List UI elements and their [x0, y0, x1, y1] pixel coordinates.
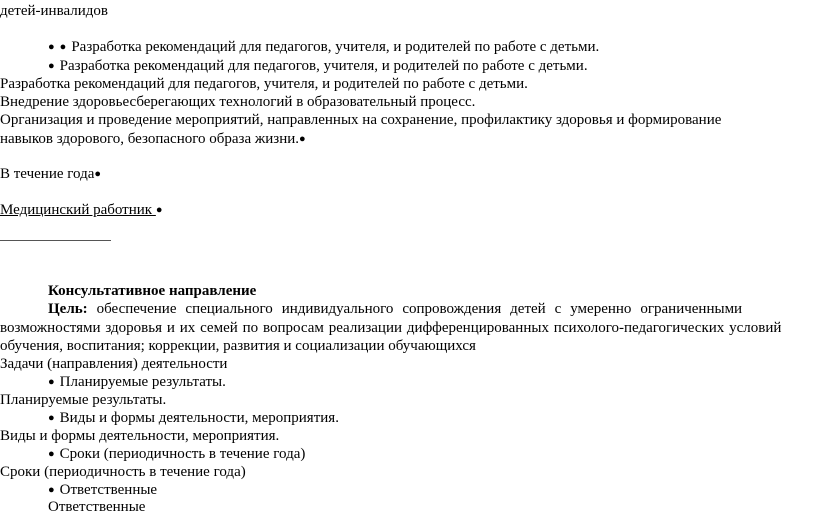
text-line: [0, 463, 246, 481]
responsible-text: Медицинский работник: [0, 202, 156, 218]
goal-text: возможностями здоровья и их семей по вопросам реализации дифференцированных психолого-педагогических условий: [0, 320, 782, 336]
goal-line: [0, 319, 816, 337]
bullet-icon: ●: [48, 376, 55, 388]
term-text: В течение года: [0, 166, 95, 182]
text-continuation: детей-инвалидов: [0, 3, 108, 19]
text-line: [0, 93, 475, 111]
text-line: [0, 355, 227, 373]
text-line: [0, 130, 306, 148]
forms-text: Виды и формы деятельности, мероприятия.: [59, 410, 339, 426]
bullet-icon: ●: [48, 484, 55, 496]
responsible-text: Ответственные: [48, 499, 146, 515]
heading-text: Консультативное направление: [48, 283, 257, 299]
goal-label: Цель:: [48, 301, 88, 317]
bullet-icon: ●: [94, 168, 102, 180]
text-line: [0, 2, 108, 20]
terms-text: Сроки (периодичность в течение года): [0, 464, 246, 480]
responsible-text: Ответственные: [59, 482, 158, 498]
bullet-icon: ●: [48, 448, 55, 460]
text-line: [0, 427, 279, 445]
text-line: [0, 391, 166, 409]
bullet-item: [48, 38, 599, 56]
text-line: [0, 201, 163, 219]
text-line: [0, 165, 101, 183]
section-heading: [48, 282, 256, 300]
bullet-icon: ●: [48, 412, 55, 424]
terms-text: Сроки (периодичность в течение года): [59, 446, 306, 462]
bullet-item: [48, 373, 226, 391]
bullet-item: [48, 445, 305, 463]
events-text: Организация и проведение мероприятий, направленных на сохранение, профилактику здоровья и формирование: [0, 112, 722, 128]
bullet-icon: ●: [48, 41, 55, 53]
goal-line: [0, 300, 816, 318]
bullet-icon: ●: [299, 133, 306, 145]
bullet-item: [48, 57, 588, 75]
bullet-item: [48, 481, 157, 499]
health-tech-text: Внедрение здоровьесберегающих технологий в образовательный процесс.: [0, 94, 476, 110]
goal-text: обучения, воспитания; коррекции, развития и социализации обучающихся: [0, 338, 476, 354]
separator-line: [0, 240, 111, 241]
forms-text: Виды и формы деятельности, мероприятия.: [0, 428, 280, 444]
bullet-icon: ●: [59, 41, 67, 53]
bullet-icon: ●: [48, 60, 55, 72]
planned-text: Планируемые результаты.: [0, 392, 167, 408]
tasks-text: Задачи (направления) деятельности: [0, 356, 228, 372]
bullet-icon: ●: [155, 204, 163, 216]
recommendation-text: Разработка рекомендаций для педагогов, учителя, и родителей по работе с детьми.: [59, 58, 588, 74]
bullet-item: [48, 409, 339, 427]
text-line: [48, 498, 145, 516]
events-text-cont: навыков здорового, безопасного образа жизни.: [0, 131, 300, 147]
goal-text: обеспечение специального индивидуального сопровождения детей с умеренно ограниченными: [87, 301, 743, 317]
recommendation-text: Разработка рекомендаций для педагогов, учителя, и родителей по работе с детьми.: [0, 76, 528, 92]
recommendation-text: Разработка рекомендаций для педагогов, учителя, и родителей по работе с детьми.: [71, 39, 600, 55]
text-line: [0, 337, 476, 355]
text-line: [0, 75, 528, 93]
text-line: [0, 111, 721, 129]
planned-text: Планируемые результаты.: [59, 374, 226, 390]
